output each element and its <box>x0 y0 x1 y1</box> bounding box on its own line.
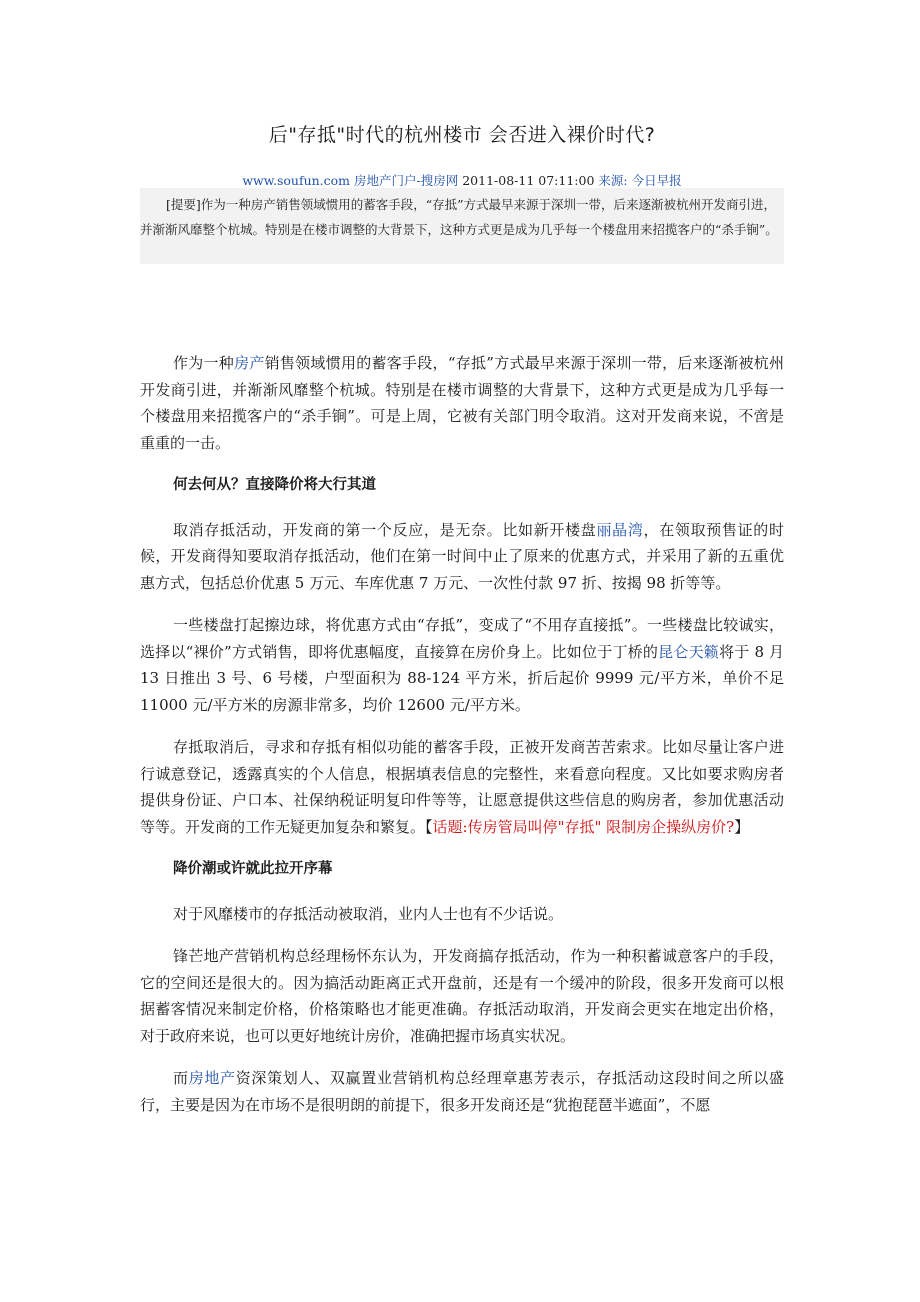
paragraph-7-text-a: 而 <box>173 1069 189 1087</box>
paragraph-2 <box>140 517 784 597</box>
paragraph-3-text-b: 将于 8 月 13 日推出 3 号、6 号楼，户型面积为 88-124 平方米，折后起价 9999 元/平方米，单价不足 11000 元/平方米的房源非常多，均价 12600 元/平方米。 <box>140 642 784 714</box>
link-fangchan[interactable]: 房产 <box>234 354 265 372</box>
paragraph-1-text-a: 作为一种 <box>173 354 235 372</box>
paragraph-7 <box>140 1065 784 1118</box>
topic-bracket-open: 【 <box>425 817 433 836</box>
paragraph-1 <box>140 350 784 456</box>
paragraph-2-text-a: 取消存抵活动，开发商的第一个反应，是无奈。比如新开楼盘 <box>173 520 597 539</box>
channel-link[interactable]: 房地产门户-搜房网 <box>354 173 459 188</box>
paragraph-6: 锋芒地产营销机构总经理杨怀东认为，开发商搞存抵活动，作为一种积蓄诚意客户的手段，它的空间还是很大的。因为搞活动距离正式开盘前，还是有一个缓冲的阶段，很多开发商可以根据蓄客情况来制定价格，价格策略也才能更准确。存抵活动取消，开发商会更实在地定出价格，对于政府来说，也可以更好地统计房价，准确把握市场真实状况。 <box>140 947 784 1045</box>
paragraph-3-text-a: 一些楼盘打起擦边球，将优惠方式由“存抵”，变成了“不用存直接抵”。一些楼盘比较诚实，选择以“裸价”方式销售，即将优惠幅度，直接算在房价身上。比如位于丁桥的 <box>140 616 784 661</box>
section-heading-1: 何去何从？直接降价将大行其道 <box>173 477 376 493</box>
article-title: 后"存抵"时代的杭州楼市 会否进入裸价时代? <box>268 124 656 146</box>
link-fangdichan[interactable]: 房地产 <box>188 1069 236 1087</box>
section-heading-2: 降价潮或许就此拉开序幕 <box>173 861 333 877</box>
article-meta <box>140 171 784 189</box>
summary-text: [提要]作为一种房产销售领域惯用的蓄客手段，“存抵”方式最早来源于深圳一带，后来逐渐被杭州开发商引进，并渐渐风靡整个杭城。特别是在楼市调整的大背景下，这种方式更是成为几乎每一个楼盘用来招揽客户的“杀手锏”。 <box>140 197 778 237</box>
paragraph-2-text-b: ，在领取预售证的时候，开发商得知要取消存抵活动，他们在第一时间中止了原来的优惠方式，并采用了新的五重优惠方式，包括总价优惠 5 万元、车库优惠 7 万元、一次性付款 97 折、按揭 98 折等等。 <box>140 520 784 592</box>
article-body <box>140 350 784 1134</box>
paragraph-1-text-b: 销售领域惯用的蓄客手段，“存抵”方式最早来源于深圳一带，后来逐渐被杭州开发商引进，并渐渐风靡整个杭城。特别是在楼市调整的大背景下，这种方式更是成为几乎每一个楼盘用来招揽客户的“杀手锏”。可是上周，它被有关部门明令取消。这对开发商来说，不啻是重重的一击。 <box>140 354 784 452</box>
paragraph-4 <box>140 734 784 840</box>
topic-link[interactable]: 话题:传房管局叫停"存抵" 限制房企操纵房价? <box>432 817 735 836</box>
summary-box <box>140 188 784 264</box>
link-lijingwan[interactable]: 丽晶湾 <box>596 520 644 539</box>
source-label: 来源: <box>598 173 628 188</box>
paragraph-5: 对于风靡楼市的存抵活动被取消，业内人士也有不少话说。 <box>173 904 564 923</box>
publish-datetime: 2011-08-11 07:11:00 <box>462 173 595 188</box>
topic-bracket-close: 】 <box>734 817 750 836</box>
paragraph-3 <box>140 612 784 718</box>
paragraph-7-text-b: 资深策划人、双赢置业营销机构总经理章惠芳表示，存抵活动这段时间之所以盛行，主要是因为在市场不是很明朗的前提下，很多开发商还是“犹抱琵琶半遮面”，不愿 <box>140 1069 784 1114</box>
link-kunluntianlai[interactable]: 昆仑天籁 <box>658 642 720 661</box>
paragraph-4-text: 存抵取消后，寻求和存抵有相似功能的蓄客手段，正被开发商苦苦索求。比如尽量让客户进行诚意登记，透露真实的个人信息，根据填表信息的完整性，来看意向程度。又比如要求购房者提供身份证、户口本、社保纳税证明复印件等等，让愿意提供这些信息的购房者，参加优惠活动等等。开发商的工作无疑更加复杂和繁复。 <box>140 738 784 836</box>
source-name: 今日早报 <box>631 173 682 188</box>
site-link[interactable]: www.soufun.com <box>242 173 351 188</box>
